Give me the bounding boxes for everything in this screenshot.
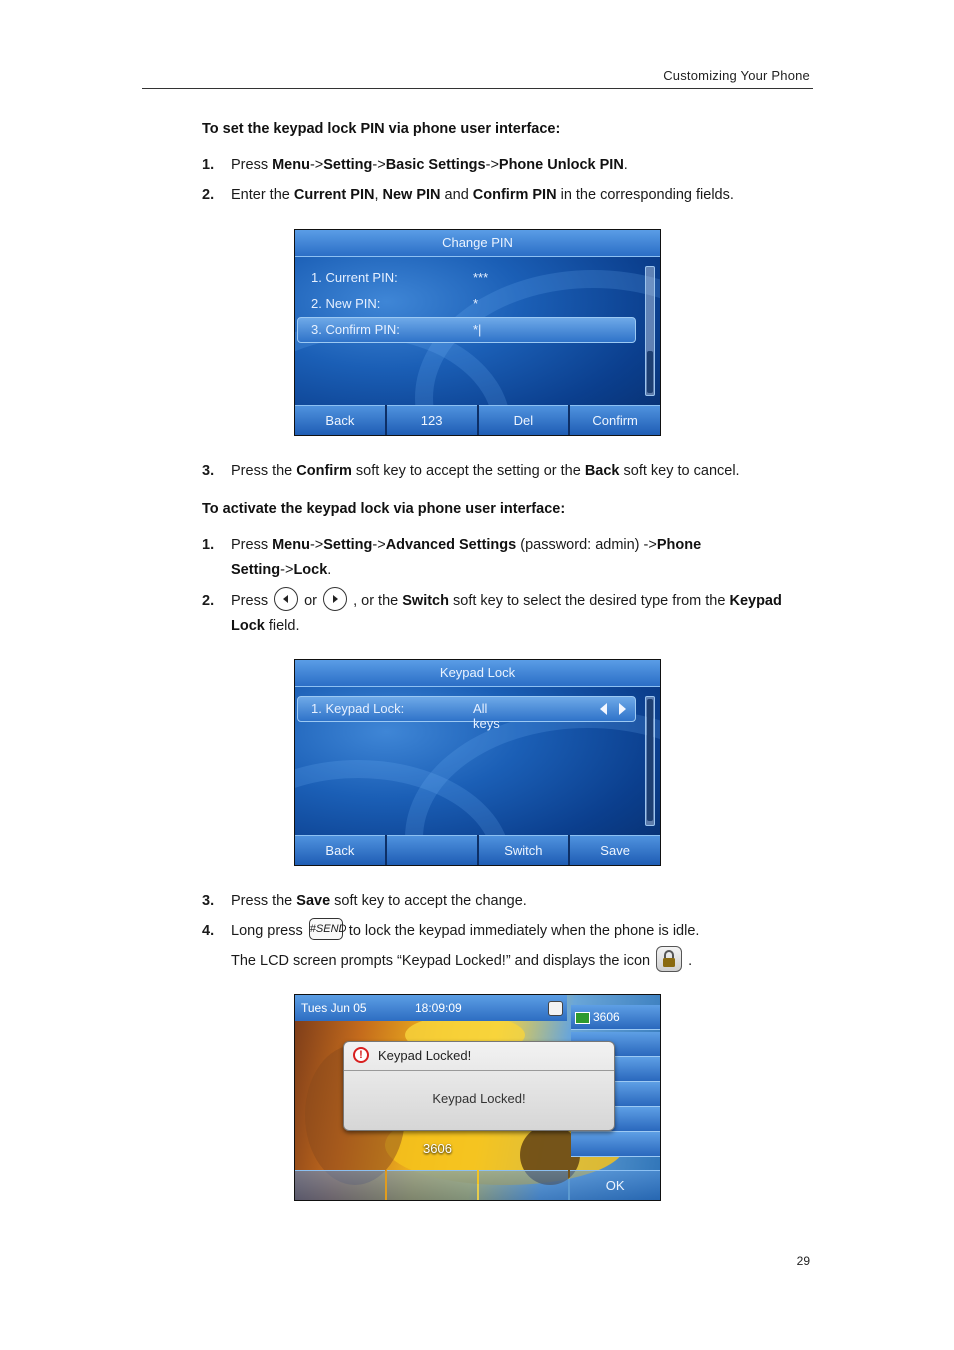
line-key-1[interactable]	[571, 1005, 660, 1030]
new-pin-field[interactable]: 2. New PIN: *	[311, 296, 479, 311]
status-time: 18:09:09	[415, 1001, 462, 1015]
running-head: Customizing Your Phone	[663, 68, 810, 83]
softkey-del[interactable]: Del	[479, 405, 569, 436]
confirm-pin-field[interactable]: 3. Confirm PIN: *|	[311, 322, 482, 337]
softkey-bar	[295, 405, 660, 435]
step-2-activate	[202, 589, 814, 639]
scrollbar[interactable]	[645, 696, 655, 826]
step-number: 2.	[202, 593, 215, 609]
step-text: Press or , or the Switch soft key to select the desired type from the Keypad Lock field.	[231, 589, 814, 639]
step-number: 4.	[202, 923, 215, 939]
status-bar	[295, 995, 567, 1021]
dialog-title: ! Keypad Locked!	[344, 1042, 614, 1071]
status-date: Tues Jun 05	[301, 1001, 367, 1015]
softkey-bar	[295, 835, 660, 865]
step-text: Press the Confirm soft key to accept the setting or the Back soft key to cancel.	[231, 463, 740, 479]
step-3	[202, 459, 814, 484]
softkey-confirm[interactable]: Confirm	[570, 405, 660, 436]
step-3-activate	[202, 889, 814, 914]
softkey-123[interactable]: 123	[387, 405, 477, 436]
screen-title: Keypad Lock	[295, 660, 660, 687]
step-text: Press Menu->Setting->Advanced Settings (password: admin) ->Phone Setting->Lock.	[231, 537, 702, 578]
keypad-lock-field[interactable]: 1. Keypad Lock: All keys	[311, 701, 500, 731]
step-1	[202, 153, 814, 178]
right-arrow-key-icon	[323, 587, 347, 611]
left-right-arrows-icon[interactable]	[597, 702, 629, 716]
scroll-thumb[interactable]	[647, 699, 653, 821]
dialog-message: Keypad Locked!	[432, 1091, 526, 1106]
change-pin-screen	[294, 229, 661, 436]
line-status-icon	[575, 1012, 590, 1024]
step-number: 1.	[202, 537, 215, 553]
current-pin-field[interactable]: 1. Current PIN: ***	[311, 270, 489, 285]
scroll-thumb[interactable]	[647, 351, 653, 393]
step-2	[202, 183, 814, 208]
left-arrow-key-icon	[274, 587, 298, 611]
step-text: Long press #SEND to lock the keypad immediately when the phone is idle.	[231, 919, 814, 944]
step-4-activate	[202, 919, 814, 974]
step-number: 3.	[202, 893, 215, 909]
step-text: Press Menu->Setting->Basic Settings->Phone Unlock PIN.	[231, 157, 628, 173]
step-number: 2.	[202, 187, 215, 203]
step-continuation: The LCD screen prompts “Keypad Locked!” and displays the icon .	[231, 949, 814, 974]
step-text: Enter the Current PIN, New PIN and Confirm PIN in the corresponding fields.	[231, 187, 734, 203]
line-key-6[interactable]	[571, 1132, 660, 1157]
idle-extension: 3606	[423, 1141, 452, 1156]
header-rule	[142, 88, 813, 89]
screen-title: Change PIN	[295, 230, 660, 257]
pound-send-key-icon: #SEND	[309, 918, 343, 940]
section-title-set-pin: To set the keypad lock PIN via phone user interface:	[202, 121, 561, 137]
softkey-3[interactable]	[479, 1170, 569, 1201]
softkey-save[interactable]: Save	[570, 835, 660, 866]
alert-icon: !	[353, 1047, 369, 1063]
page-number: 29	[796, 1254, 810, 1268]
softkey-1[interactable]	[295, 1170, 385, 1201]
softkey-2[interactable]	[387, 1170, 477, 1201]
softkey-back[interactable]: Back	[295, 405, 385, 436]
lock-icon	[656, 946, 682, 972]
step-1-activate	[202, 533, 814, 583]
scrollbar[interactable]	[645, 266, 655, 396]
step-number: 3.	[202, 463, 215, 479]
step-number: 1.	[202, 157, 215, 173]
step-text: Press the Save soft key to accept the change.	[231, 893, 527, 909]
softkey-ok[interactable]: OK	[570, 1170, 660, 1201]
softkey-empty[interactable]	[387, 835, 477, 866]
keypad-lock-status-icon	[548, 1001, 563, 1016]
line-key-label: 3606	[593, 1010, 620, 1024]
section-title-activate-lock: To activate the keypad lock via phone user interface:	[202, 501, 566, 517]
idle-screen-keypad-locked	[294, 994, 661, 1201]
softkey-switch[interactable]: Switch	[479, 835, 569, 866]
softkey-back[interactable]: Back	[295, 835, 385, 866]
softkey-bar	[295, 1170, 660, 1200]
keypad-lock-screen	[294, 659, 661, 866]
keypad-locked-dialog	[343, 1041, 615, 1131]
